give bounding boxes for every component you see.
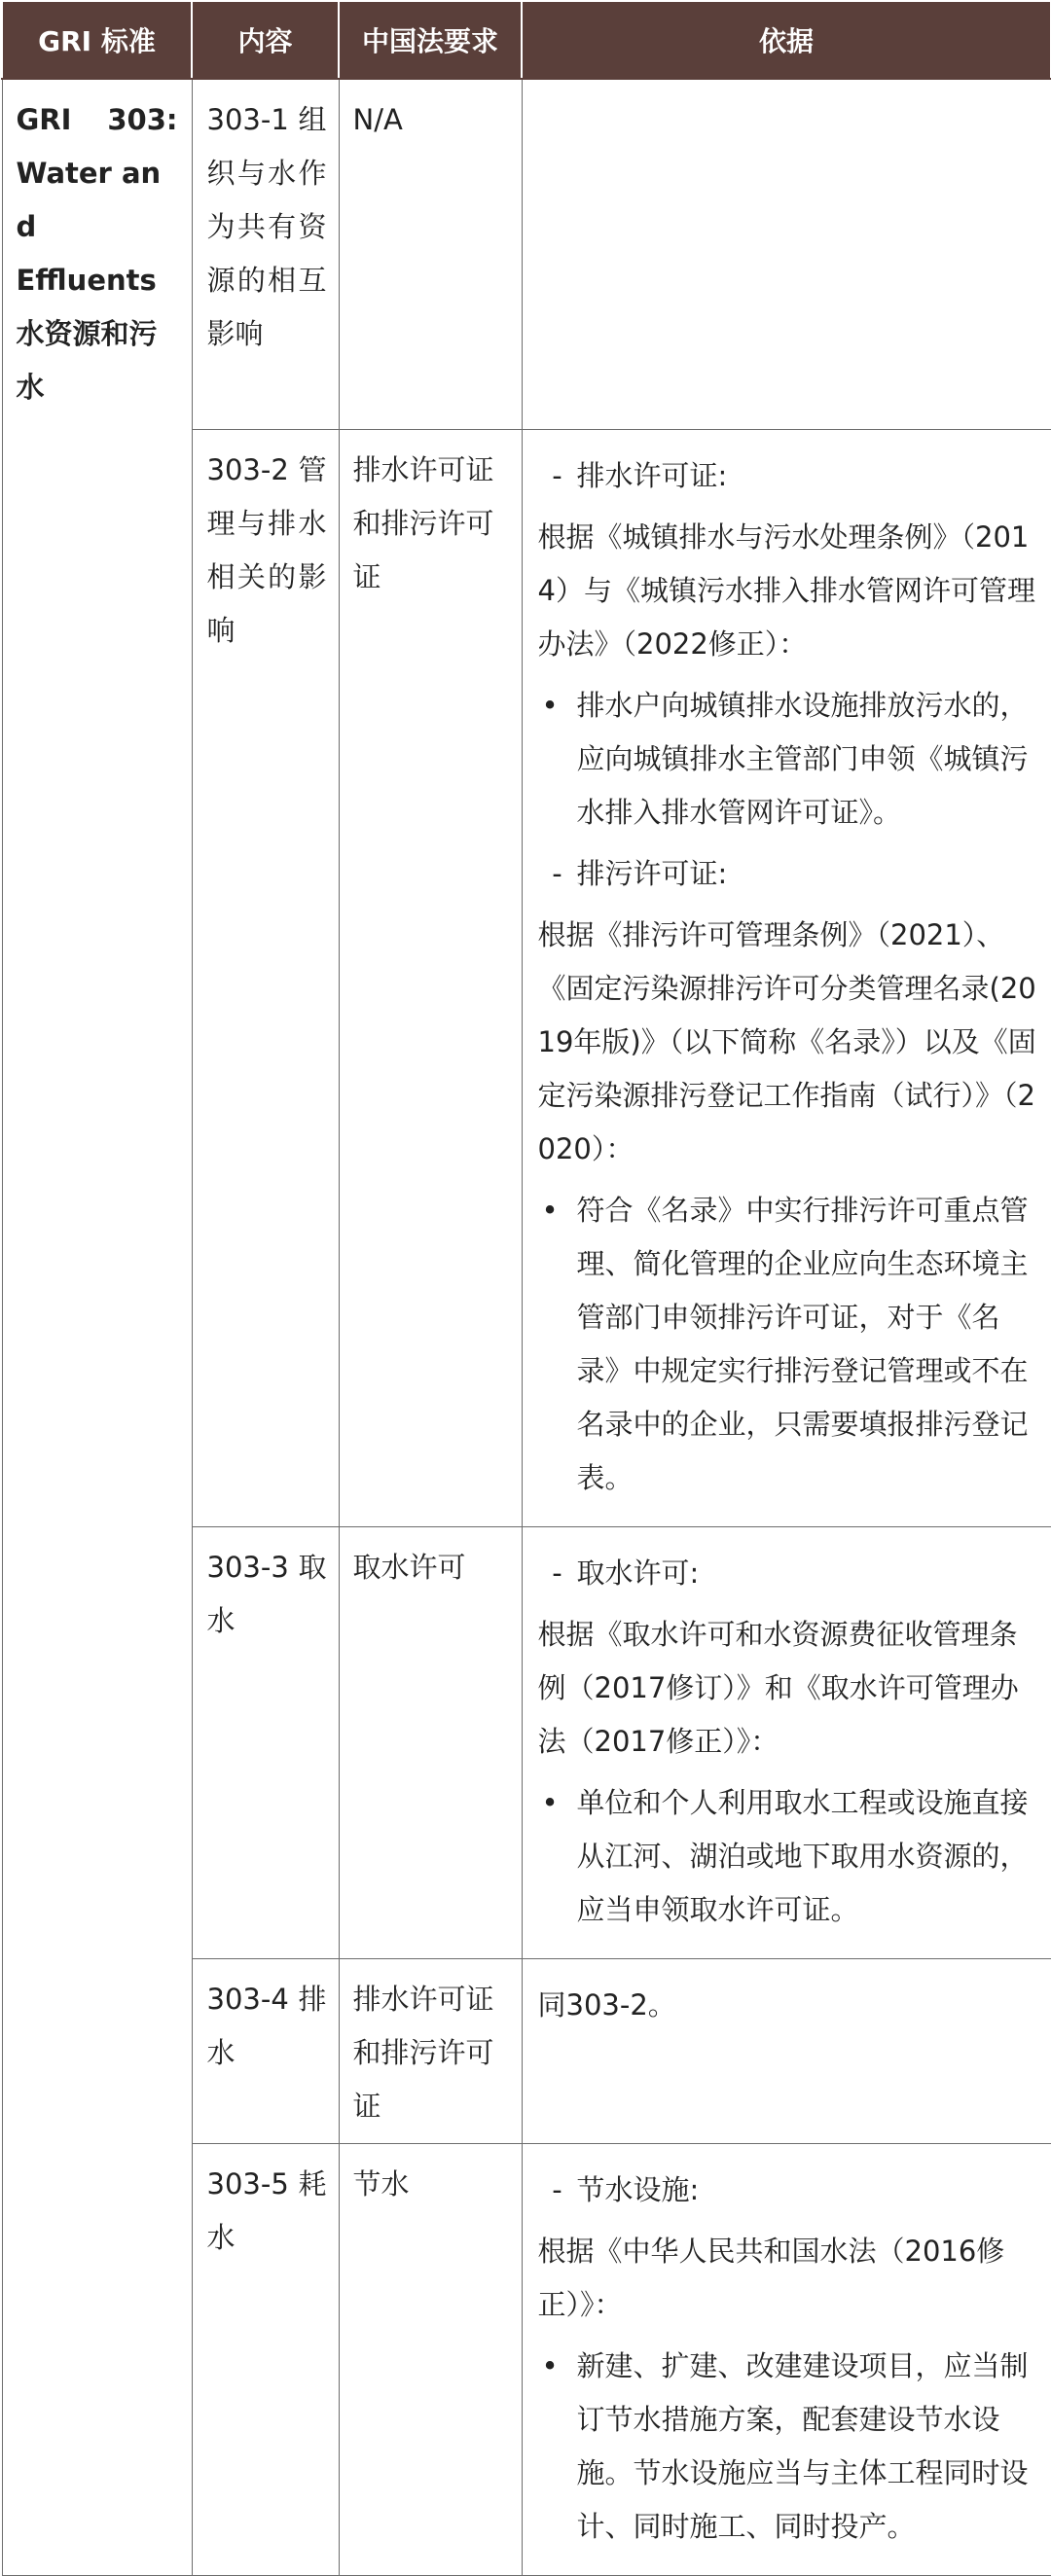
bullet-list <box>538 2340 1039 2554</box>
bullet-text: 单位和个人利用取水工程或设施直接从江河、湖泊或地下取用水资源的，应当申领取水许可证。 <box>576 1785 1029 1926</box>
basis-paragraph: 同303-2。 <box>537 1987 676 2021</box>
subheading-text: 排水许可证: <box>576 458 728 492</box>
requirement-cell: 排水许可证和排污许可证 <box>339 1958 522 2143</box>
basis-subheading <box>538 449 1039 503</box>
subheading-text: 节水设施: <box>576 2172 700 2206</box>
requirement-cell: N/A <box>339 79 522 429</box>
gri-standard-cell <box>2 79 192 2575</box>
requirement-cell: 排水许可证和排污许可证 <box>339 429 522 1526</box>
dash-marker: - <box>552 458 562 492</box>
basis-paragraph: 根据《取水许可和水资源费征收管理条例（2017修订）》和《取水许可管理办法（2017修正）》： <box>537 1617 1019 1758</box>
standard-line: GRI 303: <box>16 103 178 136</box>
table-header-row <box>2 1 1051 79</box>
dash-marker: - <box>552 856 562 890</box>
bullet-icon: • <box>541 1785 559 1819</box>
content-cell: 303-4排水 <box>192 1958 339 2143</box>
header-china-law-requirement: 中国法要求 <box>339 1 522 79</box>
bullet-text: 排水户向城镇排水设施排放污水的，应向城镇排水主管部门申领《城镇污水排入排水管网许可证》。 <box>576 688 1029 829</box>
bullet-icon: • <box>541 1193 559 1227</box>
standard-line: Water and <box>16 157 162 243</box>
requirement-cell: 取水许可 <box>339 1526 522 1958</box>
table-row <box>2 79 1051 429</box>
standard-line: 水资源和污水 <box>16 317 158 404</box>
bullet-text: 符合《名录》中实行排污许可重点管理、简化管理的企业应向生态环境主管部门申领排污许可证，对于《名录》中规定实行排污登记管理或不在名录中的企业，只需要填报排污登记表。 <box>576 1193 1029 1494</box>
requirement-cell: 节水 <box>339 2143 522 2575</box>
header-basis: 依据 <box>522 1 1051 79</box>
bullet-icon: • <box>541 2348 559 2382</box>
bullet-list <box>538 1776 1039 1937</box>
basis-subheading <box>538 2164 1039 2217</box>
list-item <box>538 1184 1039 1505</box>
standard-line: Effluents <box>16 264 157 297</box>
basis-cell <box>522 79 1051 429</box>
subheading-text: 取水许可: <box>576 1556 700 1590</box>
basis-paragraph: 根据《城镇排水与污水处理条例》（2014）与《城镇污水排入排水管网许可管理办法》（2022修正）： <box>537 519 1035 661</box>
basis-cell <box>522 2143 1051 2575</box>
list-item <box>538 679 1039 840</box>
basis-paragraph: 根据《中华人民共和国水法（2016修正）》： <box>537 2234 1005 2321</box>
dash-marker: - <box>552 1556 562 1590</box>
basis-cell <box>522 1526 1051 1958</box>
content-cell: 303-3取水 <box>192 1526 339 1958</box>
bullet-list <box>538 1184 1039 1505</box>
content-cell: 303-2管理与排水相关的影响 <box>192 429 339 1526</box>
header-gri-standard: GRI 标准 <box>2 1 192 79</box>
content-cell: 303-1组织与水作为共有资源的相互影响 <box>192 79 339 429</box>
header-content: 内容 <box>192 1 339 79</box>
basis-paragraph: 根据《排污许可管理条例》（2021）、《固定污染源排污许可分类管理名录(2019年版)》（以下简称《名录》）以及《固定污染源排污登记工作指南（试行）》（2020）： <box>537 917 1036 1165</box>
dash-marker: - <box>552 2172 562 2206</box>
bullet-list <box>538 679 1039 840</box>
basis-cell <box>522 429 1051 1526</box>
basis-cell <box>522 1958 1051 2143</box>
gri-compliance-table <box>1 0 1051 2576</box>
content-cell: 303-5耗水 <box>192 2143 339 2575</box>
list-item <box>538 2340 1039 2554</box>
list-item <box>538 1776 1039 1937</box>
basis-subheading <box>538 847 1039 901</box>
subheading-text: 排污许可证: <box>576 856 728 890</box>
bullet-text: 新建、扩建、改建建设项目，应当制订节水措施方案，配套建设节水设施。节水设施应当与主体工程同时设计、同时施工、同时投产。 <box>576 2348 1029 2543</box>
basis-subheading <box>538 1547 1039 1600</box>
bullet-icon: • <box>541 688 559 722</box>
